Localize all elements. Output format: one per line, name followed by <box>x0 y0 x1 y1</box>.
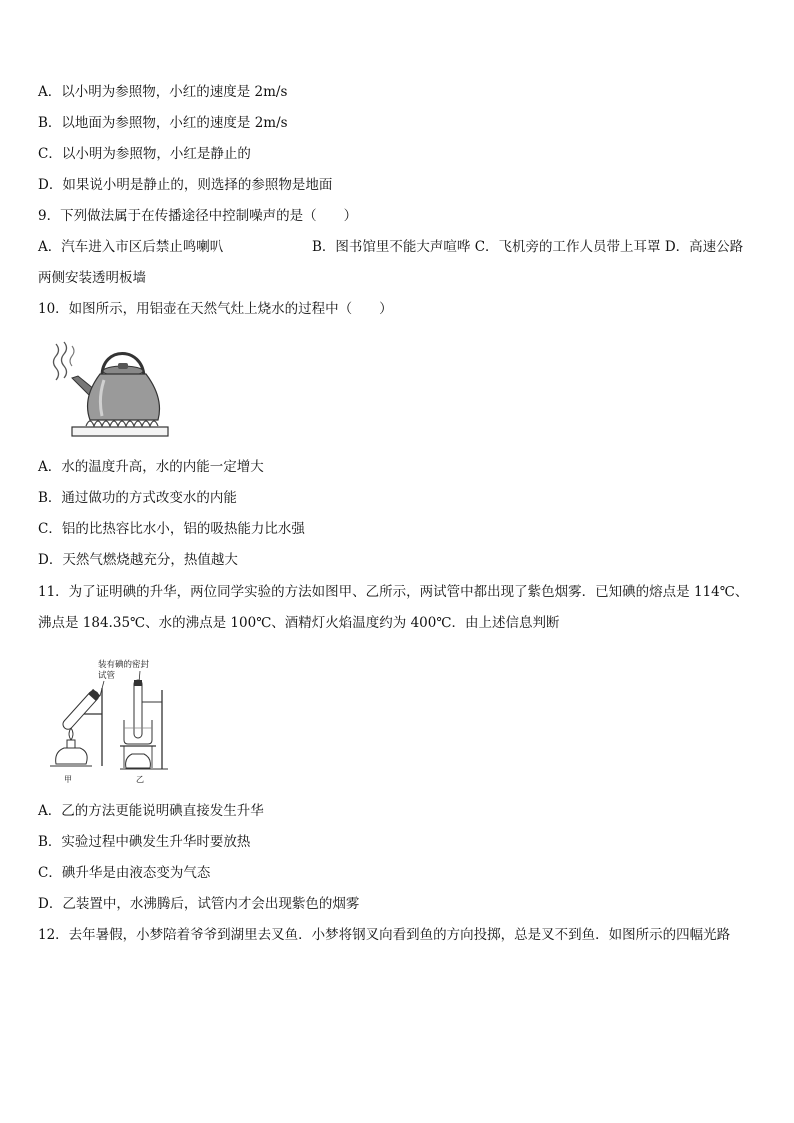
q11-option-a: A．乙的方法更能说明碘直接发生升华 <box>38 803 264 819</box>
q10-option-a: A．水的温度升高，水的内能一定增大 <box>38 459 264 475</box>
q11-option-c: C．碘升华是由液态变为气态 <box>38 865 211 881</box>
q8-option-b: B．以地面为参照物，小红的速度是 2m/s <box>38 115 288 131</box>
q10-option-d: D．天然气燃烧越充分，热值越大 <box>38 552 238 568</box>
figure-label-sealed-tube: 装有碘的密封 <box>98 660 150 670</box>
q9-continuation: 两侧安装透明板墙 <box>38 270 146 286</box>
q12-stem: 12．去年暑假，小梦陪着爷爷到湖里去叉鱼．小梦将钢叉向看到鱼的方向投掷，总是叉不到鱼．如图所示的四幅光路 <box>38 927 731 943</box>
setup-yi <box>120 680 168 784</box>
q10-option-b: B．通过做功的方式改变水的内能 <box>38 490 237 506</box>
q8-option-d: D．如果说小明是静止的，则选择的参照物是地面 <box>38 177 333 193</box>
setup-jia <box>50 688 102 784</box>
q10-stem: 10．如图所示，用铝壶在天然气灶上烧水的过程中（ ） <box>38 301 393 317</box>
iodine-experiment-figure <box>40 656 180 788</box>
q11-stem-line1: 11．为了证明碘的升华，两位同学实验的方法如图甲、乙所示，两试管中都出现了紫色烟雾．已知碘的熔点是 114℃、 <box>38 584 749 600</box>
q9-options-rest: B．图书馆里不能大声喧哗 C．飞机旁的工作人员带上耳罩 D．高速公路 <box>312 239 744 255</box>
q9-option-a: A．汽车进入市区后禁止鸣喇叭 <box>38 239 224 255</box>
figure-label-tube: 试管 <box>98 671 116 681</box>
q10-option-c: C．铝的比热容比水小，铝的吸热能力比水强 <box>38 521 305 537</box>
q11-option-b: B．实验过程中碘发生升华时要放热 <box>38 834 251 850</box>
q9-stem: 9．下列做法属于在传播途径中控制噪声的是（ ） <box>38 208 358 224</box>
q11-stem-line2: 沸点是 184.35℃、水的沸点是 100℃、酒精灯火焰温度约为 400℃．由上述信息判断 <box>38 615 560 631</box>
q8-option-c: C．以小明为参照物，小红是静止的 <box>38 146 251 162</box>
q8-option-a: A．以小明为参照物，小红的速度是 2m/s <box>38 84 288 100</box>
label-yi: 乙 <box>136 775 144 784</box>
q11-option-d: D．乙装置中，水沸腾后，试管内才会出现紫色的烟雾 <box>38 896 360 912</box>
label-jia: 甲 <box>64 775 72 784</box>
kettle-figure <box>42 338 170 440</box>
